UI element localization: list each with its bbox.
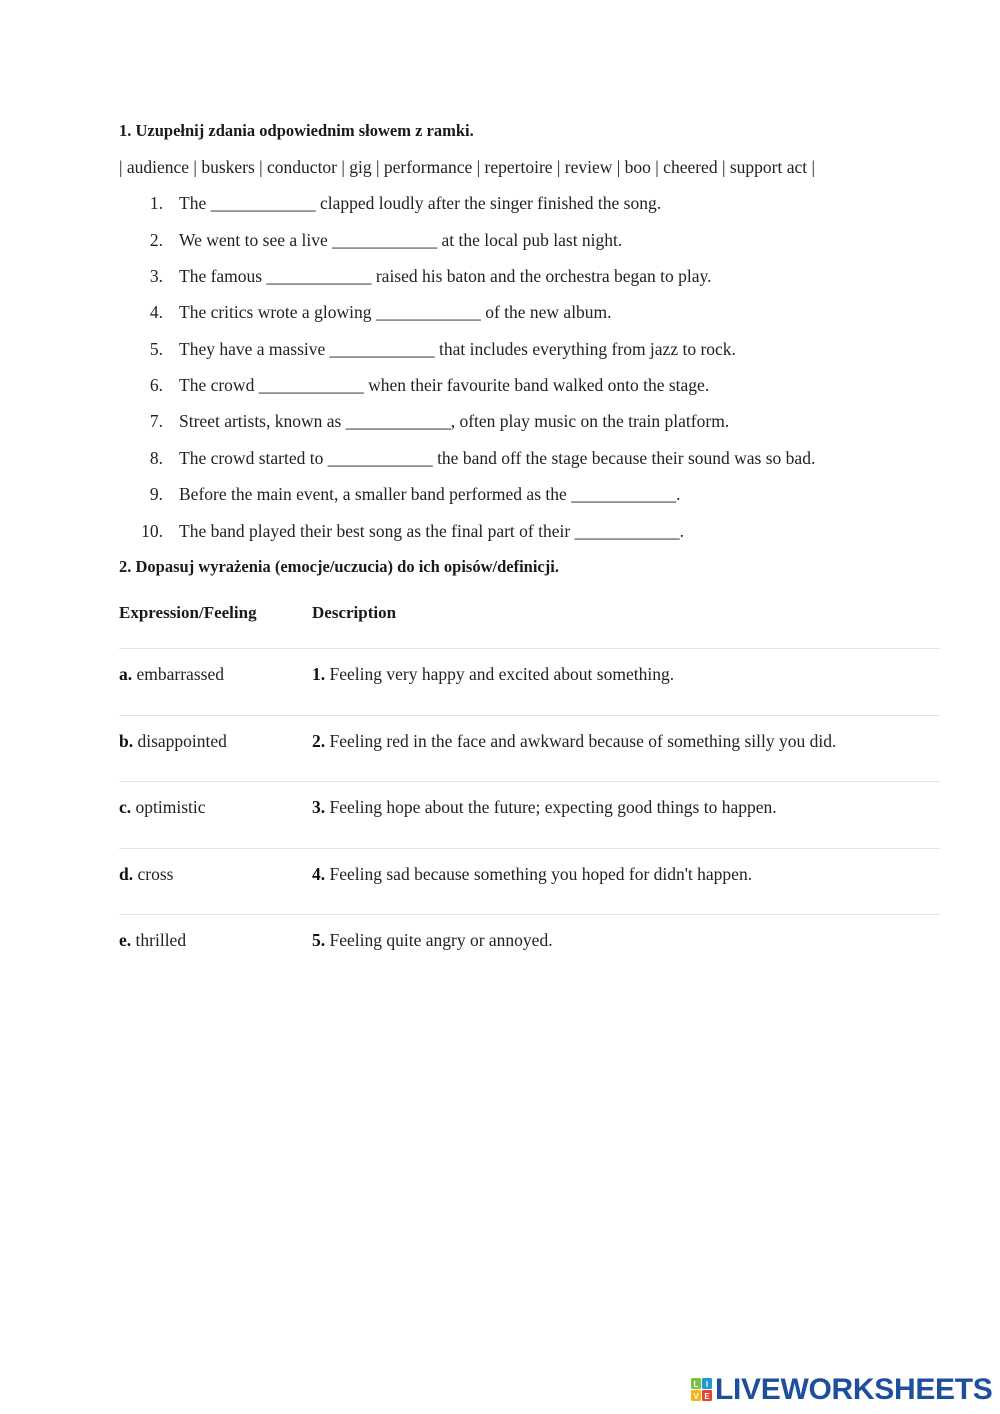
row-word: thrilled — [135, 930, 187, 950]
item-number: 9. — [149, 484, 163, 504]
item-number: 10. — [141, 521, 163, 541]
table-cell-description — [312, 930, 553, 951]
liveworksheets-logo — [691, 1373, 993, 1407]
item-number: 6. — [149, 375, 163, 395]
row-letter: b. — [119, 731, 134, 751]
row-description: Feeling quite angry or annoyed. — [329, 930, 553, 950]
item-number: 8. — [149, 448, 163, 468]
row-letter: e. — [119, 930, 132, 950]
liveworksheets-logo-icon — [691, 1378, 713, 1402]
table-cell-expression — [119, 797, 206, 818]
table-cell-expression — [119, 731, 227, 752]
item-number: 5. — [149, 339, 163, 359]
row-number: 5. — [312, 930, 326, 950]
row-number: 3. — [312, 797, 326, 817]
row-description: Feeling very happy and excited about something. — [329, 664, 675, 684]
table-cell-description — [312, 864, 752, 885]
exercise1-title: 1. Uzupełnij zdania odpowiednim słowem z ramki. — [119, 121, 474, 140]
svg-text:V: V — [693, 1392, 699, 1401]
logo-text: LIVEWORKSHEETS — [715, 1373, 993, 1406]
table-cell-expression — [119, 664, 224, 685]
row-letter: d. — [119, 864, 134, 884]
item-text: The crowd ____________ when their favourite band walked onto the stage. — [179, 375, 710, 395]
item-text: The famous ____________ raised his baton and the orchestra began to play. — [179, 266, 712, 286]
row-description: Feeling hope about the future; expecting good things to happen. — [329, 797, 777, 817]
item-text: The critics wrote a glowing ____________ of the new album. — [179, 302, 612, 322]
item-number: 3. — [149, 266, 163, 286]
table-cell-description — [312, 797, 777, 818]
item-text: Before the main event, a smaller band performed as the ____________. — [179, 484, 681, 504]
row-description: Feeling red in the face and awkward because of something silly you did. — [329, 731, 837, 751]
row-divider — [119, 715, 940, 716]
exercise2-title: 2. Dopasuj wyrażenia (emocje/uczucia) do ich opisów/definicji. — [119, 557, 559, 576]
item-text: We went to see a live ____________ at the local pub last night. — [179, 230, 623, 250]
row-word: disappointed — [137, 731, 227, 751]
row-letter: c. — [119, 797, 132, 817]
item-text: They have a massive ____________ that includes everything from jazz to rock. — [179, 339, 736, 359]
item-number: 7. — [149, 411, 163, 431]
row-number: 1. — [312, 664, 326, 684]
row-word: cross — [137, 864, 174, 884]
item-text: Street artists, known as ____________, often play music on the train platform. — [179, 411, 730, 431]
row-divider — [119, 914, 940, 915]
item-number: 2. — [149, 230, 163, 250]
table-cell-description — [312, 731, 836, 752]
row-divider — [119, 848, 940, 849]
row-word: embarrassed — [136, 664, 224, 684]
row-divider — [119, 648, 940, 649]
table-cell-expression — [119, 864, 173, 885]
table-cell-expression — [119, 930, 186, 951]
svg-text:E: E — [704, 1392, 710, 1401]
item-text: The crowd started to ____________ the band off the stage because their sound was so bad. — [179, 448, 816, 468]
row-description: Feeling sad because something you hoped for didn't happen. — [329, 864, 753, 884]
word-box: | audience | buskers | conductor | gig | performance | repertoire | review | boo | cheered | support act | — [119, 157, 815, 177]
column-header-expression: Expression/Feeling — [119, 603, 257, 622]
svg-text:I: I — [705, 1380, 709, 1389]
item-text: The band played their best song as the final part of their ____________. — [179, 521, 684, 541]
table-cell-description — [312, 664, 674, 685]
item-text: The ____________ clapped loudly after the singer finished the song. — [179, 193, 662, 213]
column-header-description: Description — [312, 603, 397, 622]
item-number: 1. — [149, 193, 163, 213]
row-number: 2. — [312, 731, 326, 751]
svg-text:L: L — [693, 1380, 699, 1389]
row-word: optimistic — [135, 797, 206, 817]
row-divider — [119, 781, 940, 782]
item-number: 4. — [149, 302, 163, 322]
row-number: 4. — [312, 864, 326, 884]
row-letter: a. — [119, 664, 133, 684]
